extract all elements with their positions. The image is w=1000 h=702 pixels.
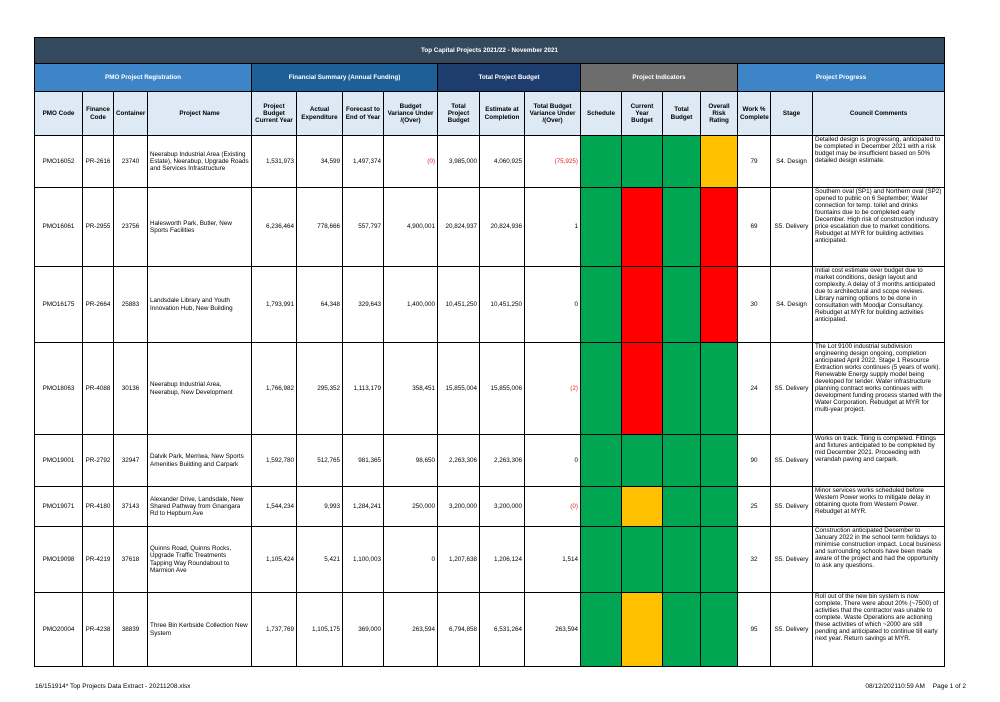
budget-variance-cell: (0) bbox=[384, 136, 438, 188]
stage-cell: S5. Delivery bbox=[771, 487, 813, 527]
forecast-cell: 1,284,241 bbox=[343, 487, 384, 527]
work-complete-cell: 90 bbox=[738, 435, 771, 487]
risk-rating-indicator bbox=[701, 435, 738, 487]
schedule-indicator bbox=[581, 487, 622, 527]
total-budget-variance-cell: 0 bbox=[525, 435, 581, 487]
budget-current-year-cell: 1,793,991 bbox=[252, 267, 297, 343]
pmo-code-cell: PMO18063 bbox=[35, 343, 83, 435]
container-cell: 25883 bbox=[114, 267, 148, 343]
table-row bbox=[35, 267, 945, 343]
footer-page: Page 1 of 2 bbox=[932, 683, 966, 690]
total-budget-indicator bbox=[663, 267, 701, 343]
pmo-code-cell: PMO19098 bbox=[35, 527, 83, 593]
footer-meta bbox=[859, 683, 966, 690]
total-project-budget-cell: 20,824,937 bbox=[438, 188, 480, 267]
header-overall-risk: Overall Risk Rating bbox=[701, 92, 738, 136]
header-estimate-at-completion: Estimate at Completion bbox=[480, 92, 525, 136]
council-comments-cell: The Lot 9100 industrial subdivision engineering design ongoing, completion anticipated April 2022. Stage 1 Resource Extraction works continues (5 years of work). Renewable Energy supply model being developed for tender. Water infrastructure planning contract works continues with development funding process started with the Water Corporation. Rebudget at MYR for multi-year project. bbox=[813, 343, 945, 435]
actual-expenditure-cell: 9,993 bbox=[297, 487, 343, 527]
budget-variance-cell: 358,451 bbox=[384, 343, 438, 435]
pmo-code-cell: PMO19071 bbox=[35, 487, 83, 527]
table-row bbox=[35, 136, 945, 188]
total-budget-variance-cell: 0 bbox=[525, 267, 581, 343]
finance-code-cell: PR-2955 bbox=[83, 188, 114, 267]
estimate-at-completion-cell: 10,451,250 bbox=[480, 267, 525, 343]
finance-code-cell: PR-2664 bbox=[83, 267, 114, 343]
budget-current-year-cell: 1,737,769 bbox=[252, 593, 297, 667]
estimate-at-completion-cell: 4,060,925 bbox=[480, 136, 525, 188]
project-name-cell: Three Bin Kerbside Collection New System bbox=[148, 593, 252, 667]
actual-expenditure-cell: 778,666 bbox=[297, 188, 343, 267]
budget-variance-cell: 250,000 bbox=[384, 487, 438, 527]
total-budget-indicator bbox=[663, 136, 701, 188]
schedule-indicator bbox=[581, 343, 622, 435]
budget-current-year-cell: 1,105,424 bbox=[252, 527, 297, 593]
group-financial-summary: Financial Summary (Annual Funding) bbox=[252, 64, 438, 92]
risk-rating-indicator bbox=[701, 593, 738, 667]
top-capital-projects-table bbox=[34, 37, 945, 667]
work-complete-cell: 79 bbox=[738, 136, 771, 188]
work-complete-cell: 32 bbox=[738, 527, 771, 593]
work-complete-cell: 69 bbox=[738, 188, 771, 267]
finance-code-cell: PR-4219 bbox=[83, 527, 114, 593]
header-council-comments: Council Comments bbox=[813, 92, 945, 136]
stage-cell: S4. Design bbox=[771, 267, 813, 343]
header-budget-current-year: Project Budget Current Year bbox=[252, 92, 297, 136]
total-project-budget-cell: 3,200,000 bbox=[438, 487, 480, 527]
header-finance-code: Finance Code bbox=[83, 92, 114, 136]
current-year-budget-indicator bbox=[622, 435, 663, 487]
total-budget-variance-cell: (75,925) bbox=[525, 136, 581, 188]
project-name-cell: Neerabup Industrial Area (Existing Estate), Neerabup, Upgrade Roads and Services Infrastructure bbox=[148, 136, 252, 188]
risk-rating-indicator bbox=[701, 267, 738, 343]
header-budget-variance: Budget Variance Under /(Over) bbox=[384, 92, 438, 136]
estimate-at-completion-cell: 3,200,000 bbox=[480, 487, 525, 527]
finance-code-cell: PR-4088 bbox=[83, 343, 114, 435]
stage-cell: S5. Delivery bbox=[771, 343, 813, 435]
current-year-budget-indicator bbox=[622, 487, 663, 527]
project-name-cell: Dalvik Park, Merriwa, New Sports Amenities Building and Carpark bbox=[148, 435, 252, 487]
council-comments-cell: Works on track. Tiling is completed. Fittings and fixtures anticipated to be completed by mid December 2021. Proceeding with verandah paving and carpark. bbox=[813, 435, 945, 487]
actual-expenditure-cell: 34,599 bbox=[297, 136, 343, 188]
current-year-budget-indicator bbox=[622, 343, 663, 435]
forecast-cell: 1,100,003 bbox=[343, 527, 384, 593]
budget-current-year-cell: 1,766,982 bbox=[252, 343, 297, 435]
actual-expenditure-cell: 5,421 bbox=[297, 527, 343, 593]
budget-current-year-cell: 1,531,973 bbox=[252, 136, 297, 188]
header-pmo-code: PMO Code bbox=[35, 92, 83, 136]
total-budget-variance-cell: 263,594 bbox=[525, 593, 581, 667]
budget-current-year-cell: 1,544,234 bbox=[252, 487, 297, 527]
budget-variance-cell: 98,650 bbox=[384, 435, 438, 487]
total-project-budget-cell: 15,855,004 bbox=[438, 343, 480, 435]
current-year-budget-indicator bbox=[622, 136, 663, 188]
stage-cell: S5. Delivery bbox=[771, 593, 813, 667]
header-actual-expenditure: Actual Expenditure bbox=[297, 92, 343, 136]
estimate-at-completion-cell: 6,531,264 bbox=[480, 593, 525, 667]
work-complete-cell: 30 bbox=[738, 267, 771, 343]
actual-expenditure-cell: 512,765 bbox=[297, 435, 343, 487]
container-cell: 30136 bbox=[114, 343, 148, 435]
group-pmo-registration: PMO Project Registration bbox=[35, 64, 252, 92]
total-budget-variance-cell: (0) bbox=[525, 487, 581, 527]
pmo-code-cell: PMO16175 bbox=[35, 267, 83, 343]
council-comments-cell: Minor services works scheduled before Western Power works to mitigate delay in obtaining quote from Western Power. Rebudget at MYR. bbox=[813, 487, 945, 527]
header-forecast: Forecast to End of Year bbox=[343, 92, 384, 136]
footer-file-name: 16/151914* Top Projects Data Extract - 20211208.xlsx bbox=[35, 683, 191, 690]
project-name-cell: Alexander Drive, Landsdale, New Shared Pathway from Gnangara Rd to Hepburn Ave bbox=[148, 487, 252, 527]
actual-expenditure-cell: 295,352 bbox=[297, 343, 343, 435]
total-project-budget-cell: 10,451,250 bbox=[438, 267, 480, 343]
header-total-project-budget: Total Project Budget bbox=[438, 92, 480, 136]
finance-code-cell: PR-4238 bbox=[83, 593, 114, 667]
table-row bbox=[35, 593, 945, 667]
actual-expenditure-cell: 64,348 bbox=[297, 267, 343, 343]
project-name-cell: Quinns Road, Quinns Rocks, Upgrade Traffic Treatments Tapping Way Roundabout to Marmion Ave bbox=[148, 527, 252, 593]
current-year-budget-indicator bbox=[622, 188, 663, 267]
council-comments-cell: Detailed design is progressing, anticipated to be completed in December 2021 with a risk budget may be insufficient based on 50% detailed design estimate. bbox=[813, 136, 945, 188]
report-title: Top Capital Projects 2021/22 - November 2021 bbox=[35, 38, 945, 64]
total-budget-variance-cell: 1,514 bbox=[525, 527, 581, 593]
risk-rating-indicator bbox=[701, 188, 738, 267]
project-rows bbox=[35, 136, 945, 667]
header-total-budget-variance: Total Budget Variance Under /(Over) bbox=[525, 92, 581, 136]
project-name-cell: Neerabup Industrial Area, Neerabup, New Development bbox=[148, 343, 252, 435]
budget-variance-cell: 263,594 bbox=[384, 593, 438, 667]
council-comments-cell: Initial cost estimate over budget due to market conditions, design layout and complexity. A delay of 3 months anticipated due to architectural and scope reviews. Library naming options to be done in consultation with Moodjar Consultancy. Rebudget at MYR for building activities anticipated. bbox=[813, 267, 945, 343]
header-container: Container bbox=[114, 92, 148, 136]
current-year-budget-indicator bbox=[622, 527, 663, 593]
finance-code-cell: PR-2792 bbox=[83, 435, 114, 487]
estimate-at-completion-cell: 2,263,306 bbox=[480, 435, 525, 487]
project-name-cell: Halesworth Park, Butler, New Sports Facilities bbox=[148, 188, 252, 267]
finance-code-cell: PR-2616 bbox=[83, 136, 114, 188]
current-year-budget-indicator bbox=[622, 593, 663, 667]
total-project-budget-cell: 2,263,306 bbox=[438, 435, 480, 487]
container-cell: 37143 bbox=[114, 487, 148, 527]
pmo-code-cell: PMO19001 bbox=[35, 435, 83, 487]
header-current-year-budget: Current Year Budget bbox=[622, 92, 663, 136]
council-comments-cell: Roll out of the new bin system is now complete. There were about 20% (~7500) of activities that the contractor was unable to complete. Waste Operations are actioning these activities of which ~2000 are still pending and anticipated to continue till early next year. Return savings at MYR. bbox=[813, 593, 945, 667]
table-row bbox=[35, 188, 945, 267]
total-project-budget-cell: 6,794,858 bbox=[438, 593, 480, 667]
schedule-indicator bbox=[581, 593, 622, 667]
total-budget-indicator bbox=[663, 487, 701, 527]
group-total-project-budget: Total Project Budget bbox=[438, 64, 581, 92]
forecast-cell: 557,797 bbox=[343, 188, 384, 267]
risk-rating-indicator bbox=[701, 343, 738, 435]
total-budget-indicator bbox=[663, 593, 701, 667]
council-comments-cell: Southern oval (SP1) and Northern oval (SP2) opened to public on 6 September; Water connection for temp. toilet and drinks fountains due to be completed early December. High risk of construction industry price escalation due to market conditions. Rebudget at MYR for building activities anticipated. bbox=[813, 188, 945, 267]
risk-rating-indicator bbox=[701, 136, 738, 188]
current-year-budget-indicator bbox=[622, 267, 663, 343]
container-cell: 23740 bbox=[114, 136, 148, 188]
budget-variance-cell: 1,400,000 bbox=[384, 267, 438, 343]
header-schedule: Schedule bbox=[581, 92, 622, 136]
header-total-budget: Total Budget bbox=[663, 92, 701, 136]
forecast-cell: 1,113,179 bbox=[343, 343, 384, 435]
total-project-budget-cell: 1,207,638 bbox=[438, 527, 480, 593]
estimate-at-completion-cell: 15,855,006 bbox=[480, 343, 525, 435]
budget-current-year-cell: 6,236,464 bbox=[252, 188, 297, 267]
total-budget-variance-cell: 1 bbox=[525, 188, 581, 267]
estimate-at-completion-cell: 20,824,936 bbox=[480, 188, 525, 267]
container-cell: 37618 bbox=[114, 527, 148, 593]
budget-variance-cell: 4,900,001 bbox=[384, 188, 438, 267]
schedule-indicator bbox=[581, 188, 622, 267]
group-project-indicators: Project Indicators bbox=[581, 64, 738, 92]
container-cell: 23756 bbox=[114, 188, 148, 267]
forecast-cell: 369,000 bbox=[343, 593, 384, 667]
stage-cell: S5. Delivery bbox=[771, 188, 813, 267]
schedule-indicator bbox=[581, 435, 622, 487]
header-stage: Stage bbox=[771, 92, 813, 136]
forecast-cell: 1,497,374 bbox=[343, 136, 384, 188]
stage-cell: S5. Delivery bbox=[771, 435, 813, 487]
forecast-cell: 329,643 bbox=[343, 267, 384, 343]
schedule-indicator bbox=[581, 136, 622, 188]
container-cell: 32947 bbox=[114, 435, 148, 487]
council-comments-cell: Construction anticipated December to January 2022 in the school term holidays to minimise construction impact. Local business and surrounding schools have been made aware of the project and had the opportunity to ask any questions. bbox=[813, 527, 945, 593]
stage-cell: S4. Design bbox=[771, 136, 813, 188]
work-complete-cell: 24 bbox=[738, 343, 771, 435]
budget-current-year-cell: 1,592,780 bbox=[252, 435, 297, 487]
stage-cell: S5. Delivery bbox=[771, 527, 813, 593]
project-name-cell: Landsdale Library and Youth Innovation Hub, New Building bbox=[148, 267, 252, 343]
table-row bbox=[35, 343, 945, 435]
forecast-cell: 981,365 bbox=[343, 435, 384, 487]
actual-expenditure-cell: 1,105,175 bbox=[297, 593, 343, 667]
total-project-budget-cell: 3,985,000 bbox=[438, 136, 480, 188]
footer-date: 08/12/202110:59 AM bbox=[865, 683, 925, 690]
work-complete-cell: 95 bbox=[738, 593, 771, 667]
total-budget-indicator bbox=[663, 435, 701, 487]
table-row bbox=[35, 487, 945, 527]
group-project-progress: Project Progress bbox=[738, 64, 945, 92]
estimate-at-completion-cell: 1,206,124 bbox=[480, 527, 525, 593]
total-budget-indicator bbox=[663, 343, 701, 435]
table-row bbox=[35, 527, 945, 593]
pmo-code-cell: PMO20004 bbox=[35, 593, 83, 667]
total-budget-variance-cell: (2) bbox=[525, 343, 581, 435]
risk-rating-indicator bbox=[701, 527, 738, 593]
work-complete-cell: 25 bbox=[738, 487, 771, 527]
total-budget-indicator bbox=[663, 527, 701, 593]
risk-rating-indicator bbox=[701, 487, 738, 527]
pmo-code-cell: PMO16052 bbox=[35, 136, 83, 188]
header-project-name: Project Name bbox=[148, 92, 252, 136]
table-row bbox=[35, 435, 945, 487]
budget-variance-cell: 0 bbox=[384, 527, 438, 593]
schedule-indicator bbox=[581, 267, 622, 343]
container-cell: 38839 bbox=[114, 593, 148, 667]
pmo-code-cell: PMO16061 bbox=[35, 188, 83, 267]
total-budget-indicator bbox=[663, 188, 701, 267]
schedule-indicator bbox=[581, 527, 622, 593]
finance-code-cell: PR-4180 bbox=[83, 487, 114, 527]
header-work-complete: Work % Complete bbox=[738, 92, 771, 136]
